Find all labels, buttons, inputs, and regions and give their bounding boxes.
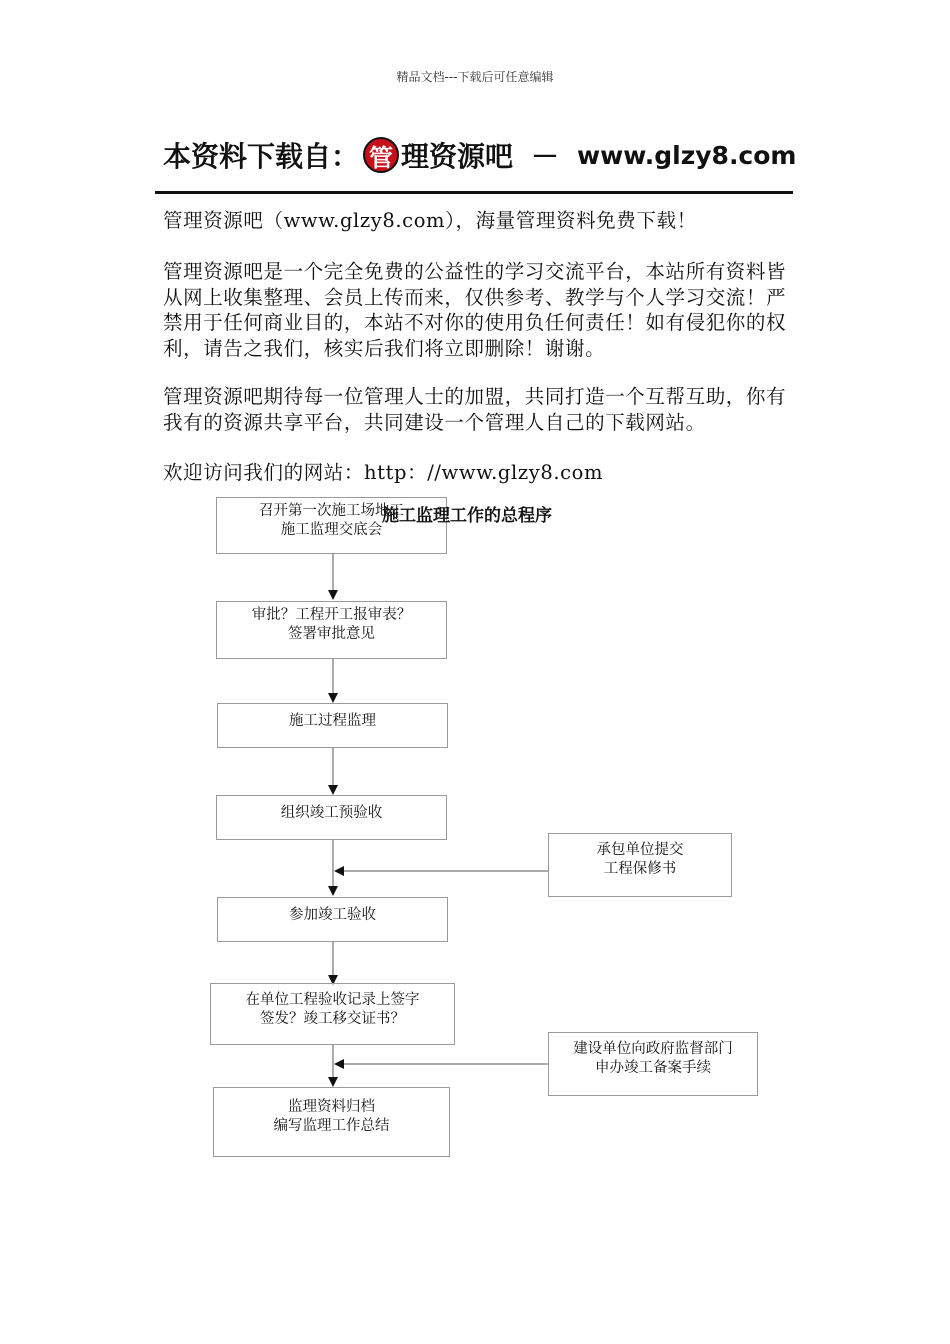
flow-step-2-line2: 签署审批意见 (288, 626, 375, 642)
flow-step-2 (216, 601, 447, 659)
flow-step-4 (216, 795, 447, 840)
side-input-2-line2: 申办竣工备案手续 (595, 1060, 711, 1076)
side-input-2 (548, 1032, 758, 1096)
side-input-1 (548, 833, 732, 897)
flow-step-1-line1: 召开第一次施工场地工 (259, 503, 404, 519)
flow-step-4-line1: 组织竣工预验收 (280, 805, 383, 821)
flow-step-5 (217, 897, 448, 942)
flowchart-title: 施工监理工作的总程序 (382, 506, 552, 526)
intro-disclaimer: 管理资源吧是一个完全免费的公益性的学习交流平台，本站所有资料皆从网上收集整理、会员上传而来，仅供参考、教学与个人学习交流！严禁用于任何商业目的，本站不对你的使用负任何责任！如有侵犯你的权利，请告之我们，核实后我们将立即删除！谢谢。 (163, 260, 787, 360)
flow-step-2-line1: 审批？工程开工报审表？ (251, 607, 412, 623)
flow-step-1-line2: 施工监理交底会 (280, 522, 383, 538)
flow-step-3-line1: 施工过程监理 (289, 713, 376, 729)
flow-step-7 (213, 1087, 450, 1157)
flow-step-7-line2: 编写监理工作总结 (273, 1118, 390, 1134)
flow-step-6-line1: 在单位工程验收记录上签字 (245, 992, 420, 1008)
banner-url[interactable]: www.glzy8.com (577, 140, 797, 170)
flow-step-5-line1: 参加竣工验收 (289, 907, 376, 923)
side-input-1-line2: 工程保修书 (603, 861, 677, 877)
side-input-1-line1: 承包单位提交 (596, 842, 684, 858)
intro-website: 欢迎访问我们的网站：http：//www.glzy8.com (163, 461, 604, 484)
flow-step-6 (210, 983, 455, 1045)
intro-invitation: 管理资源吧期待每一位管理人士的加盟，共同打造一个互帮互助，你有我有的资源共享平台，共同建设一个管理人自己的下载网站。 (163, 385, 787, 434)
page-header-note: 精品文档---下载后可任意编辑 (396, 70, 554, 84)
site-logo-icon: 管 (363, 137, 399, 173)
intro-line: 管理资源吧（www.glzy8.com），海量管理资料免费下载！ (163, 209, 697, 232)
banner-brand: 理资源吧 (401, 140, 514, 173)
banner-dash: － (531, 140, 560, 173)
banner-prefix: 本资料下载自： (163, 140, 360, 173)
side-input-2-line1: 建设单位向政府监督部门 (573, 1041, 733, 1057)
flow-step-7-line1: 监理资料归档 (288, 1099, 375, 1115)
flow-step-6-line2: 签发？竣工移交证书？ (260, 1011, 405, 1027)
flow-step-3 (217, 703, 448, 748)
